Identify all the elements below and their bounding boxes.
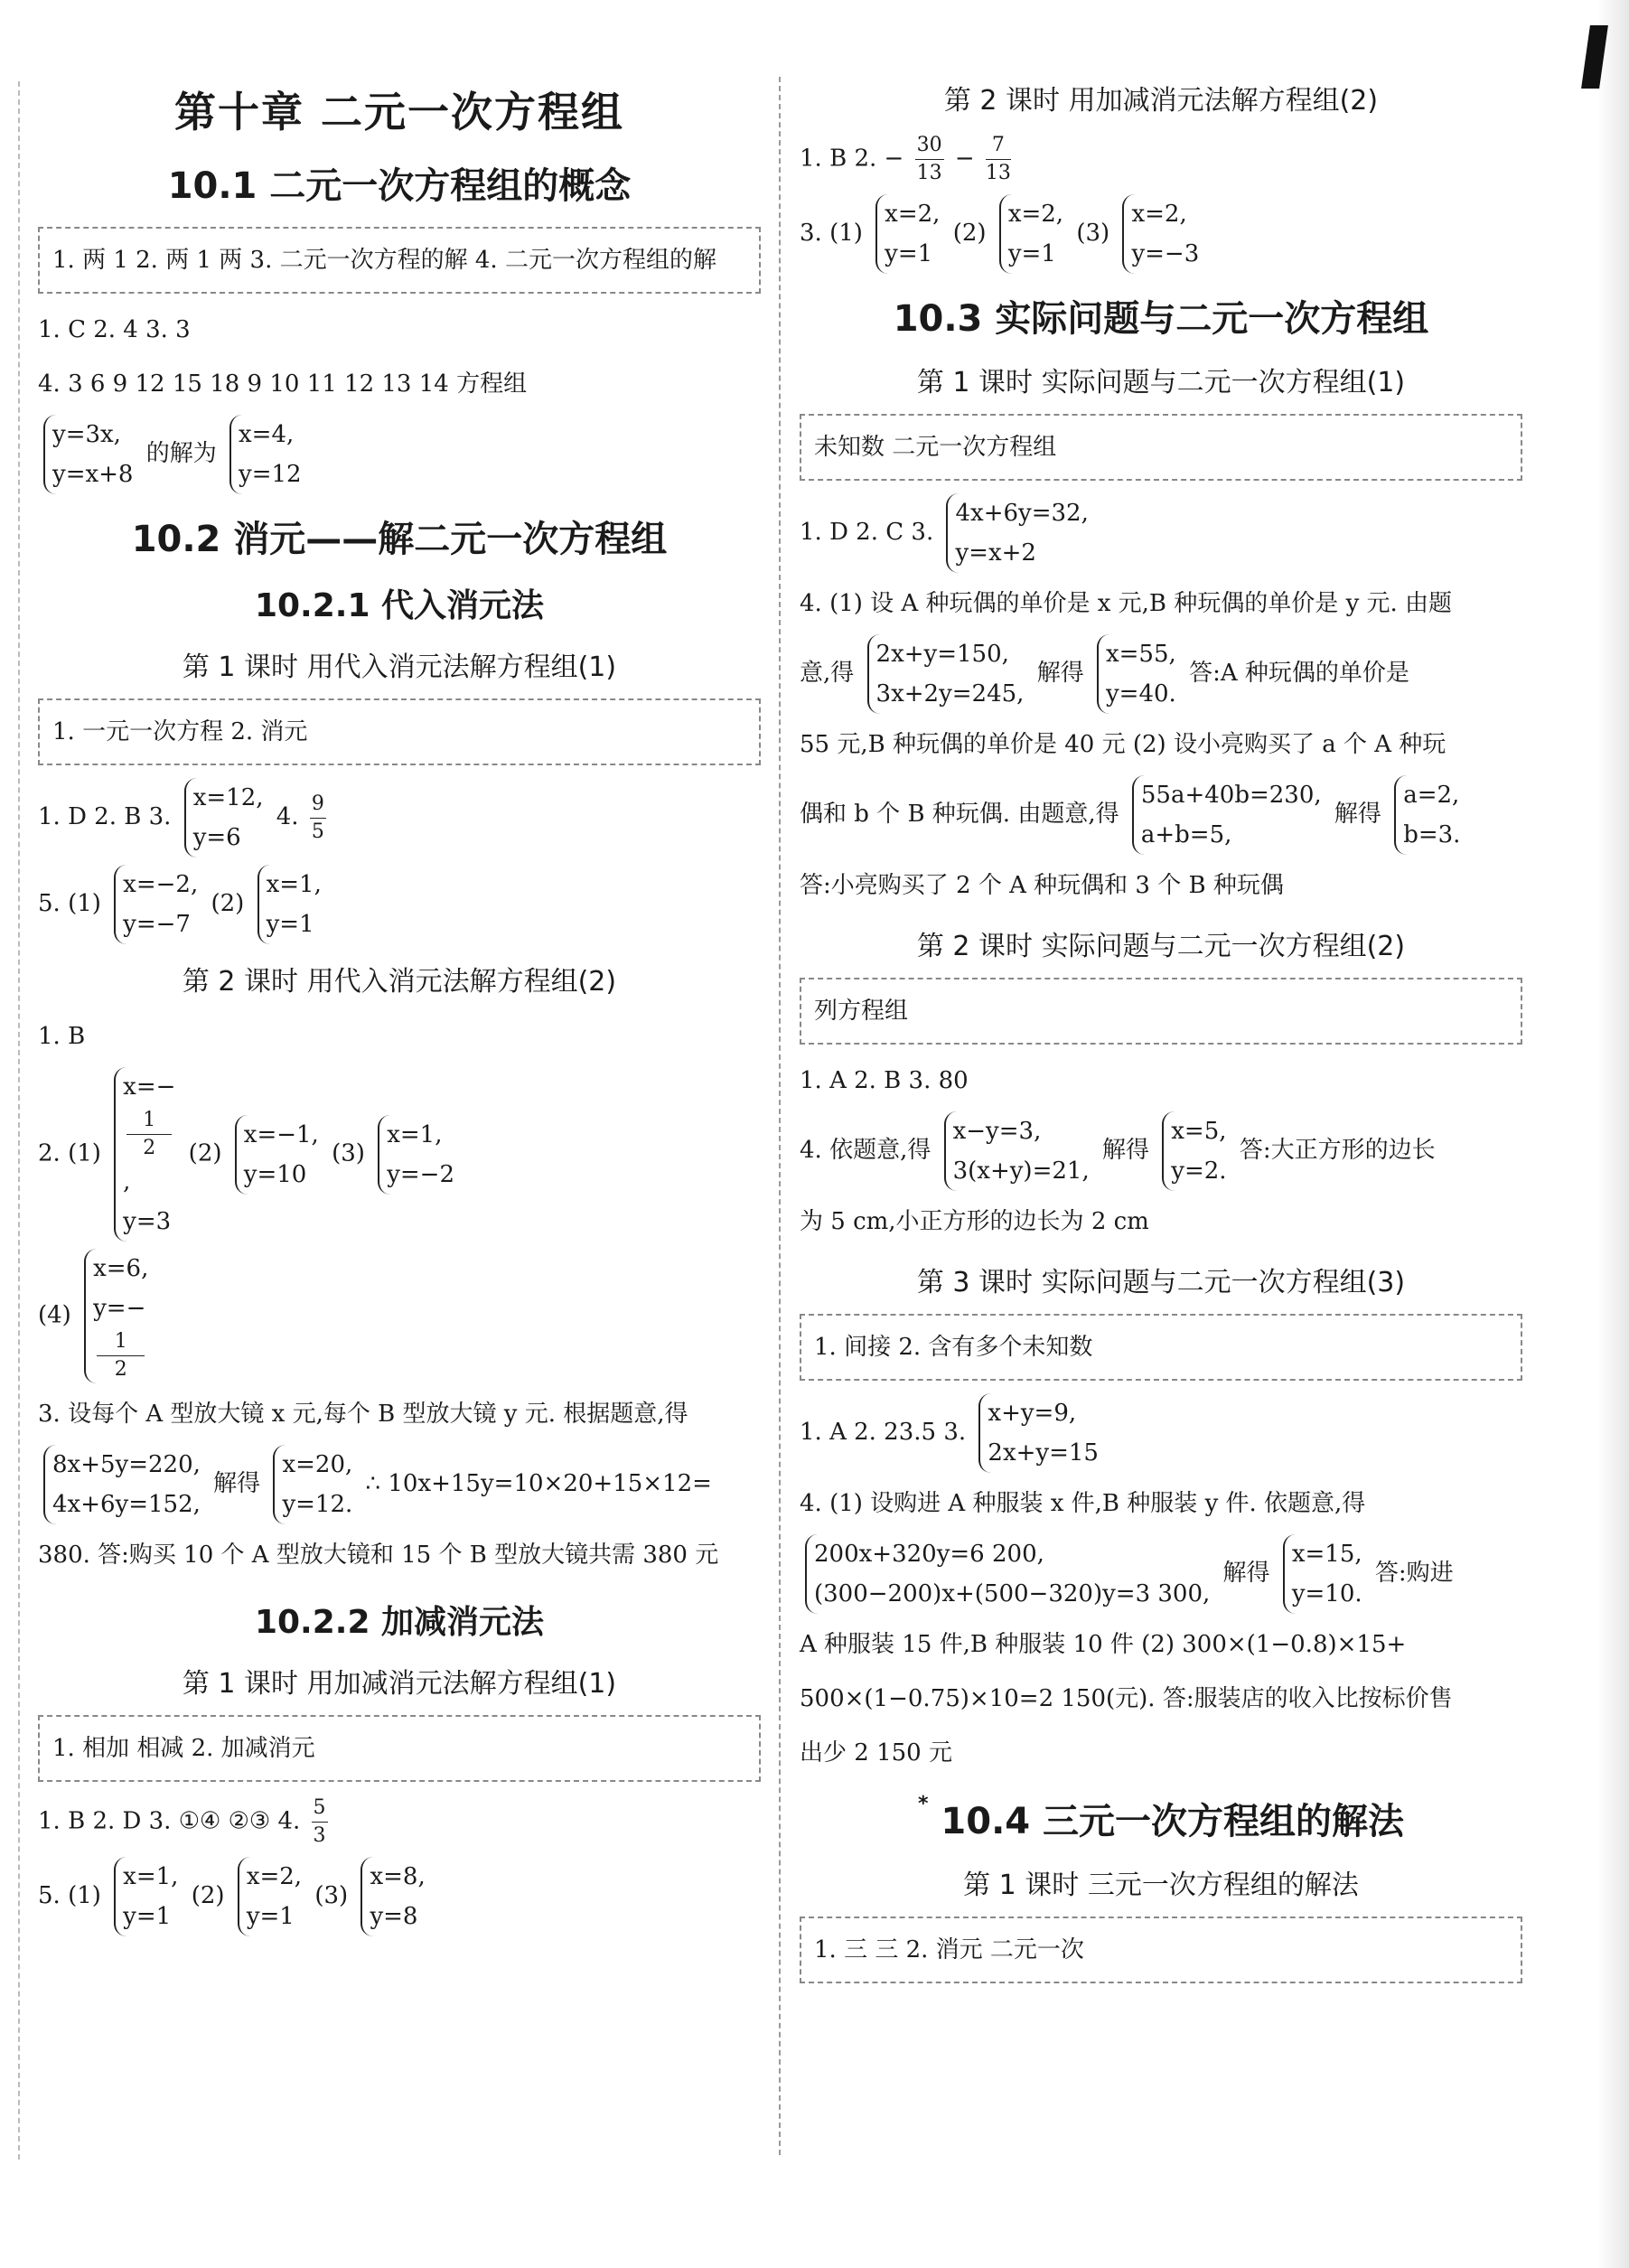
equation-system: y=3x, y=x+8: [43, 415, 133, 494]
equation-system: x=1, y=1: [257, 865, 322, 944]
left-column: [38, 63, 761, 1944]
section-title-10-1: 10.1 二元一次方程组的概念: [167, 165, 632, 207]
answer-line: 1. A 2. B 3. 80: [800, 1067, 969, 1094]
equation-system: x=−1, y=10: [235, 1115, 319, 1195]
equation-system: a=2, b=3.: [1394, 775, 1460, 855]
answer-line: 5. (1) x=1, y=1 (2) x=2, y=1 (3) x=8, y=8: [38, 1857, 761, 1936]
answer-box: 1. 三 三 2. 消元 二元一次: [800, 1917, 1522, 1983]
subsection-title-10-2-2: 10.2.2 加减消元法: [254, 1604, 545, 1641]
answer-box-10-1: 1. 两 1 2. 两 1 两 3. 二元一次方程的解 4. 二元一次方程组的解: [38, 227, 761, 294]
fraction: 1 2: [126, 1107, 172, 1162]
answer-line: 200x+320y=6 200, (300−200)x+(500−320)y=3 300, 解得 x=15, y=10. 答:购进: [800, 1534, 1522, 1614]
equation-system: x=2, y=1: [875, 194, 940, 274]
page-edge-shadow: [1597, 0, 1629, 2268]
lesson-title: 第 2 课时 用代入消元法解方程组(2): [182, 966, 617, 998]
answer-line: (4) x=6, y=− 1 2: [38, 1249, 761, 1383]
equation-system: x=2, y=1: [238, 1857, 302, 1936]
equation-system: x=2, y=1: [999, 194, 1063, 274]
equation-system: x=1, y=1: [114, 1857, 178, 1936]
optional-star: *: [917, 1793, 929, 1815]
equation-system: 200x+320y=6 200, (300−200)x+(500−320)y=3 300,: [805, 1534, 1210, 1614]
section-title-10-3: 10.3 实际问题与二元一次方程组: [893, 298, 1429, 340]
answer-line: 55 元,B 种玩偶的单价是 40 元 (2) 设小亮购买了 a 个 A 种玩: [800, 731, 1446, 758]
answer-line: 4. 依题意,得 x−y=3, 3(x+y)=21, 解得 x=5, y=2. 答:大正方形的边长: [800, 1111, 1522, 1191]
lesson-title: 第 1 课时 三元一次方程组的解法: [963, 1870, 1359, 1901]
fraction: $\frac{7}{13}$: [985, 134, 1011, 184]
answer-line: 意,得 2x+y=150, 3x+2y=245, 解得 x=55, y=40. 答:A 种玩偶的单价是: [800, 634, 1522, 714]
answer-line: 1. B: [38, 1023, 86, 1050]
fraction: $\frac{9}{5}$: [311, 792, 324, 843]
answer-box: 1. 一元一次方程 2. 消元: [38, 698, 761, 765]
answer-line: 1. D 2. C 3. 4x+6y=32, y=x+2: [800, 493, 1522, 573]
lesson-title: 第 2 课时 用加减消元法解方程组(2): [943, 85, 1379, 117]
equation-system: x=8, y=8: [360, 1857, 425, 1936]
answer-line: 4. (1) 设购进 A 种服装 x 件,B 种服装 y 件. 依题意,得: [800, 1490, 1366, 1517]
equation-system: x=15, y=10.: [1283, 1534, 1362, 1614]
section-title-10-2: 10.2 消元——解二元一次方程组: [131, 519, 668, 560]
equation-system: x=−2, y=−7: [114, 865, 198, 944]
lesson-title: 第 1 课时 用代入消元法解方程组(1): [182, 651, 617, 683]
equation-system: 55a+40b=230, a+b=5,: [1132, 775, 1322, 855]
answer-line: 380. 答:购买 10 个 A 型放大镜和 15 个 B 型放大镜共需 380 元: [38, 1542, 719, 1569]
answer-line: 5. (1) x=−2, y=−7 (2) x=1, y=1: [38, 865, 761, 944]
answer-line: 8x+5y=220, 4x+6y=152, 解得 x=20, y=12. ∴ 10x+15y=10×20+15×12=: [38, 1445, 761, 1524]
equation-system: x=5, y=2.: [1162, 1111, 1226, 1191]
answer-text: 的解为: [145, 440, 217, 467]
left-margin-rule: [18, 81, 20, 2160]
answer-box: 列方程组: [800, 978, 1522, 1045]
answer-line: 1. B 2. D 3. ①④ ②③ 4. $\frac{5}{3}$: [38, 1795, 761, 1850]
answer-box: 1. 相加 相减 2. 加减消元: [38, 1715, 761, 1782]
fraction: $\frac{30}{13}$: [916, 134, 942, 184]
answer-box: 未知数 二元一次方程组: [800, 414, 1522, 481]
equation-system: x−y=3, 3(x+y)=21,: [944, 1111, 1090, 1191]
subsection-title-10-2-1: 10.2.1 代入消元法: [254, 587, 545, 624]
answer-line: 500×(1−0.75)×10=2 150(元). 答:服装店的收入比按标价售: [800, 1685, 1453, 1712]
answer-line: 1. C 2. 4 3. 3: [38, 316, 191, 343]
lesson-title: 第 3 课时 实际问题与二元一次方程组(3): [916, 1267, 1406, 1298]
equation-system: x=1, y=−2: [378, 1115, 454, 1195]
equation-system: x+y=9, 2x+y=15: [978, 1393, 1099, 1473]
answer-box: 1. 间接 2. 含有多个未知数: [800, 1314, 1522, 1381]
column-divider: [779, 77, 781, 2155]
lesson-title: 第 2 课时 实际问题与二元一次方程组(2): [916, 931, 1406, 962]
equation-system: x=20, y=12.: [273, 1445, 352, 1524]
answer-line: 偶和 b 个 B 种玩偶. 由题意,得 55a+40b=230, a+b=5, 解得 a=2, b=3.: [800, 775, 1522, 855]
answer-line: 4. (1) 设 A 种玩偶的单价是 x 元,B 种玩偶的单价是 y 元. 由题: [800, 590, 1453, 617]
answer-line: 为 5 cm,小正方形的边长为 2 cm: [800, 1208, 1149, 1235]
right-column: [800, 63, 1522, 1996]
lesson-title: 第 1 课时 用加减消元法解方程组(1): [182, 1668, 617, 1700]
equation-system: x=12, y=6: [184, 778, 264, 858]
answer-line: 1. A 2. 23.5 3. x+y=9, 2x+y=15: [800, 1393, 1522, 1473]
chapter-title: 第十章 二元一次方程组: [173, 88, 624, 136]
answer-line: 3. (1) x=2, y=1 (2) x=2, y=1 (3) x=2, y=−3: [800, 194, 1522, 274]
fraction: $\frac{5}{3}$: [313, 1796, 326, 1847]
fraction: 1 2: [97, 1328, 145, 1383]
answer-line: 2. (1) x=− 1 2 , y=3 (2) x=−1, y=10 (3) x=1, y=−2: [38, 1067, 761, 1242]
answer-line: 1. B 2. − $\frac{30}{13}$ − $\frac{7}{13}$: [800, 132, 1522, 187]
equation-system: x=55, y=40.: [1097, 634, 1176, 714]
answer-line: 出少 2 150 元: [800, 1739, 952, 1767]
equation-system: x=− 1 2 , y=3: [114, 1067, 175, 1242]
answer-line: 4. 3 6 9 12 15 18 9 10 11 12 13 14 方程组: [38, 370, 528, 398]
equation-system: x=2, y=−3: [1122, 194, 1199, 274]
answer-line: 3. 设每个 A 型放大镜 x 元,每个 B 型放大镜 y 元. 根据题意,得: [38, 1401, 688, 1428]
equation-system: 4x+6y=32, y=x+2: [946, 493, 1088, 573]
equation-system: x=6, y=− 1 2: [84, 1249, 148, 1383]
answer-line: A 种服装 15 件,B 种服装 10 件 (2) 300×(1−0.8)×15+: [800, 1631, 1407, 1658]
section-title-10-4: * 10.4 三元一次方程组的解法: [917, 1793, 1405, 1842]
equation-system: 2x+y=150, 3x+2y=245,: [867, 634, 1025, 714]
answer-line: 答:小亮购买了 2 个 A 种玩偶和 3 个 B 种玩偶: [800, 872, 1284, 899]
answer-line: 1. D 2. B 3. x=12, y=6 4. $\frac{9}{5}$: [38, 778, 761, 858]
lesson-title: 第 1 课时 实际问题与二元一次方程组(1): [916, 367, 1406, 398]
equation-system: 8x+5y=220, 4x+6y=152,: [43, 1445, 201, 1524]
equation-system: x=4, y=12: [229, 415, 302, 494]
answer-line-system: [38, 415, 761, 494]
